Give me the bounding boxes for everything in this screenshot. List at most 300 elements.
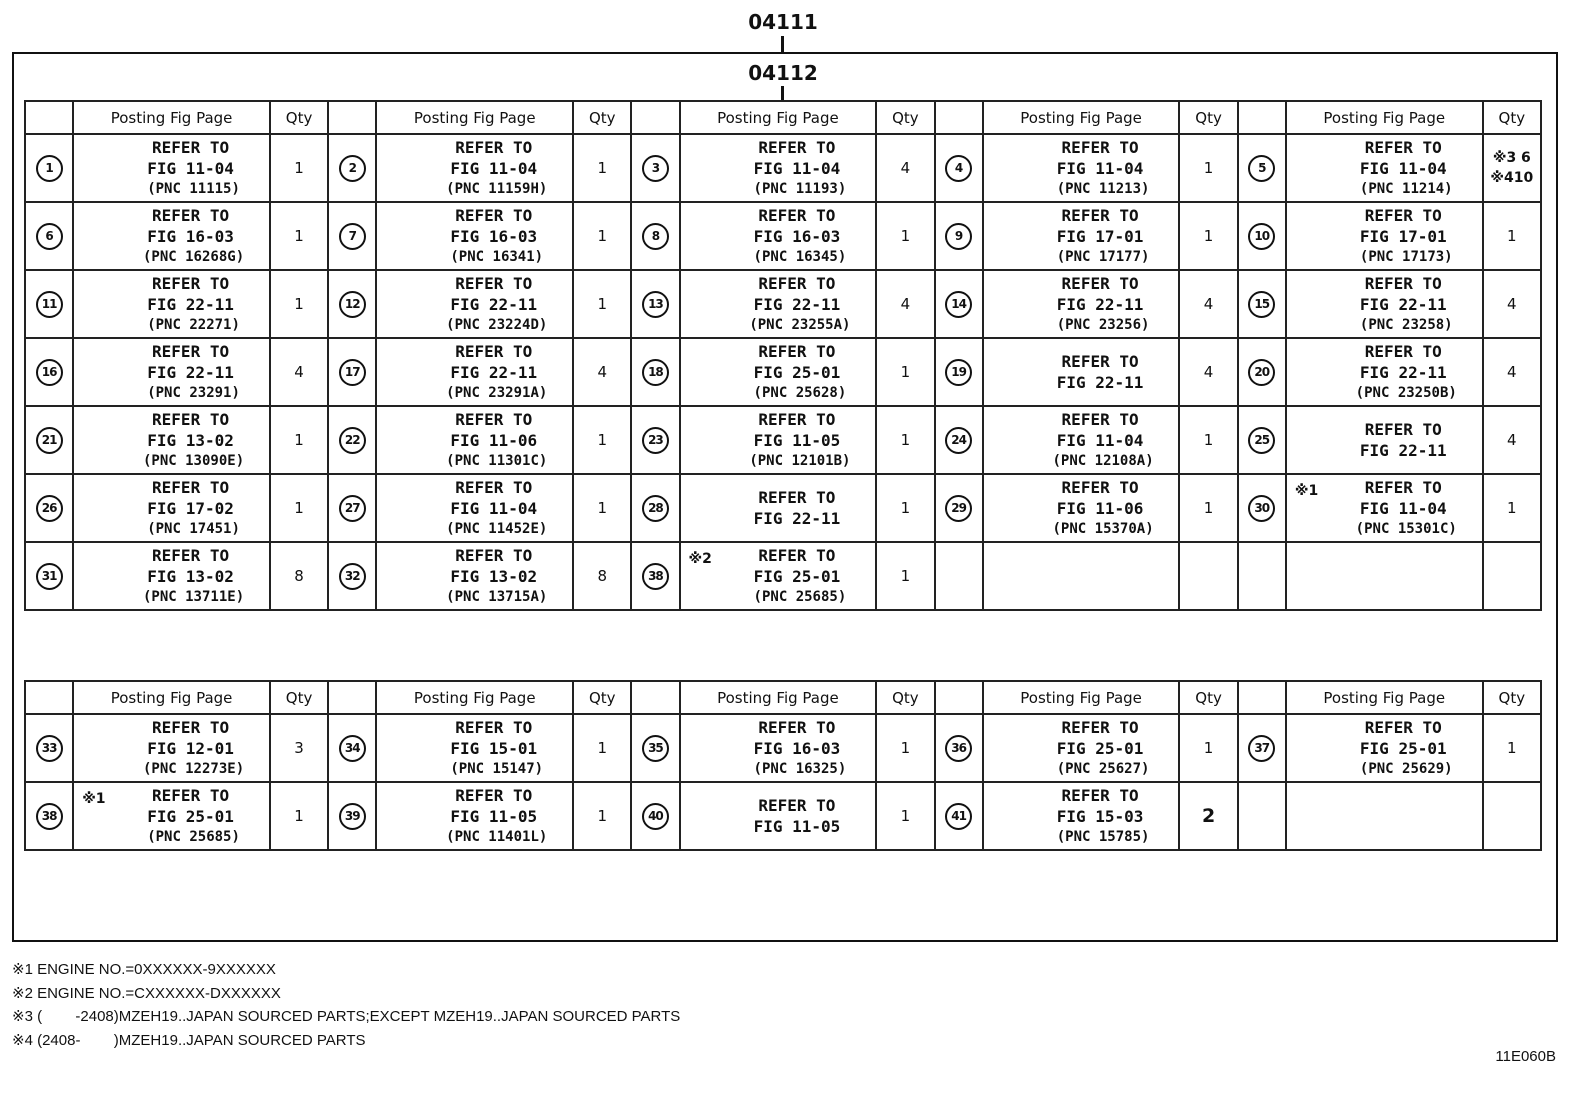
- callout-cell: [328, 338, 376, 406]
- header-blank: [328, 681, 376, 714]
- header-qty: Qty: [270, 101, 328, 134]
- fig-reference: FIG 22-11: [1056, 373, 1144, 392]
- fig-reference: FIG 25-01: [1056, 738, 1144, 758]
- qty-value: 1: [900, 363, 911, 381]
- parts-reference-table-1: [24, 100, 1542, 611]
- header-blank: [328, 101, 376, 134]
- qty-cell: [270, 542, 328, 610]
- reference-cell: [1286, 406, 1483, 474]
- table-row: [25, 474, 1541, 542]
- reference-cell: [680, 270, 877, 338]
- pnc-reference: (PNC 17177): [1056, 248, 1150, 265]
- table-row: [25, 134, 1541, 202]
- refer-to-text: REFER TO: [758, 341, 836, 361]
- figure-id: 11E060B: [1495, 1048, 1556, 1065]
- footnote: ※2 ENGINE NO.=CXXXXXX-DXXXXXX: [12, 984, 281, 1002]
- pnc-reference: (PNC 13090E): [142, 452, 245, 469]
- qty-cell: [270, 714, 328, 782]
- qty-cell: [1179, 542, 1237, 610]
- reference-cell: [376, 202, 573, 270]
- qty-cell: [876, 542, 934, 610]
- pnc-reference: (PNC 23250B): [1355, 384, 1457, 401]
- callout-number: 13: [642, 291, 669, 318]
- header-row: [25, 681, 1541, 714]
- reference-cell: [73, 202, 270, 270]
- header-qty: Qty: [573, 101, 631, 134]
- reference-cell: [73, 406, 270, 474]
- qty-value: 1: [294, 499, 304, 517]
- callout-cell: [935, 338, 983, 406]
- header-qty: Qty: [573, 681, 631, 714]
- pnc-reference: (PNC 12273E): [142, 760, 245, 777]
- fig-reference: FIG 22-11: [450, 294, 538, 314]
- header-posting-fig-page: Posting Fig Page: [1286, 681, 1483, 714]
- fig-reference: FIG 22-11: [147, 362, 234, 382]
- qty-value: 4: [900, 159, 911, 177]
- callout-number: 33: [36, 735, 63, 762]
- pnc-reference: (PNC 13715A): [446, 588, 548, 605]
- qty-cell: [876, 270, 934, 338]
- qty-value: 3: [294, 739, 304, 757]
- reference-cell: [680, 542, 877, 610]
- qty-conditional: ※3 6: [1492, 150, 1531, 166]
- callout-cell: [631, 338, 679, 406]
- table-row: [25, 782, 1541, 850]
- qty-value: 1: [900, 807, 911, 825]
- fig-reference: FIG 16-03: [450, 226, 538, 246]
- pnc-reference: (PNC 15301C): [1355, 520, 1457, 537]
- reference-cell: [1286, 270, 1483, 338]
- fig-reference: FIG 16-03: [753, 226, 841, 246]
- fig-reference: FIG 25-01: [1359, 738, 1447, 758]
- fig-reference: FIG 11-04: [753, 158, 841, 178]
- callout-cell: [1238, 202, 1286, 270]
- refer-to-text: REFER TO: [1061, 717, 1139, 737]
- qty-cell: [1179, 406, 1237, 474]
- qty-value: 1: [1203, 431, 1214, 449]
- pnc-reference: (PNC 16341): [450, 248, 544, 265]
- qty-cell: [573, 782, 631, 850]
- qty-cell: [1179, 202, 1237, 270]
- callout-number: 30: [1248, 495, 1275, 522]
- table-row: [25, 542, 1541, 610]
- callout-cell: [25, 474, 73, 542]
- pnc-reference: (PNC 16345): [753, 248, 847, 265]
- qty-cell: [573, 714, 631, 782]
- fig-reference: FIG 11-05: [450, 806, 538, 826]
- refer-to-text: REFER TO: [455, 545, 533, 565]
- pnc-reference: (PNC 22271): [147, 316, 240, 333]
- footnote-mark: ※1: [1294, 483, 1319, 499]
- pnc-reference: (PNC 25685): [753, 588, 847, 605]
- callout-number: 28: [642, 495, 669, 522]
- reference-cell: [376, 134, 573, 202]
- header-qty: Qty: [876, 101, 934, 134]
- qty-cell: [573, 338, 631, 406]
- qty-value: 1: [294, 227, 304, 245]
- reference-cell: [1286, 542, 1483, 610]
- header-posting-fig-page: Posting Fig Page: [680, 101, 877, 134]
- qty-cell: [270, 406, 328, 474]
- header-qty: Qty: [1483, 681, 1541, 714]
- callout-cell: [935, 134, 983, 202]
- fig-reference: FIG 22-11: [147, 294, 234, 314]
- refer-to-text: REFER TO: [152, 545, 230, 565]
- callout-number: 5: [1248, 155, 1275, 182]
- footnote-mark: ※2: [688, 551, 712, 567]
- qty-cell: [1483, 542, 1541, 610]
- header-posting-fig-page: Posting Fig Page: [73, 681, 270, 714]
- fig-reference: FIG 11-04: [450, 158, 538, 178]
- fig-reference: FIG 22-11: [1056, 294, 1144, 314]
- qty-value: 4: [1507, 363, 1517, 381]
- pnc-reference: (PNC 25629): [1359, 760, 1453, 777]
- qty-cell: [1179, 134, 1237, 202]
- refer-to-text: REFER TO: [455, 137, 533, 157]
- refer-to-text: REFER TO: [758, 545, 836, 565]
- fig-reference: FIG 11-04: [1359, 498, 1447, 518]
- pnc-reference: (PNC 17173): [1359, 248, 1453, 265]
- qty-value: 1: [900, 499, 911, 517]
- reference-cell: [73, 542, 270, 610]
- refer-to-text: REFER TO: [758, 273, 836, 293]
- callout-number: 32: [339, 563, 366, 590]
- reference-cell: [983, 338, 1180, 406]
- qty-cell: [573, 270, 631, 338]
- callout-cell: [631, 270, 679, 338]
- pnc-reference: (PNC 11401L): [446, 828, 548, 845]
- reference-cell: [1286, 338, 1483, 406]
- callout-number: 4: [945, 155, 972, 182]
- header-qty: Qty: [876, 681, 934, 714]
- callout-number: 25: [1248, 427, 1275, 454]
- header-blank: [25, 101, 73, 134]
- qty-value: 4: [294, 363, 304, 381]
- callout-cell: [25, 270, 73, 338]
- reference-cell: [680, 714, 877, 782]
- refer-to-text: REFER TO: [1364, 717, 1442, 737]
- callout-cell: [631, 474, 679, 542]
- qty-cell: [1179, 270, 1237, 338]
- refer-to-text: REFER TO: [758, 717, 836, 737]
- reference-cell: [983, 474, 1180, 542]
- callout-number: 1: [36, 155, 63, 182]
- fig-reference: FIG 16-03: [147, 226, 234, 246]
- qty-cell: [270, 202, 328, 270]
- fig-reference: FIG 15-03: [1056, 806, 1144, 826]
- group-code-inner: 04112: [748, 61, 818, 85]
- pnc-reference: (PNC 23256): [1056, 316, 1150, 333]
- qty-cell: [1483, 782, 1541, 850]
- callout-cell: [328, 474, 376, 542]
- callout-cell: [25, 782, 73, 850]
- callout-number: 38: [642, 563, 669, 590]
- header-blank: [935, 681, 983, 714]
- callout-number: 9: [945, 223, 972, 250]
- callout-cell: [1238, 782, 1286, 850]
- pnc-reference: (PNC 11301C): [446, 452, 548, 469]
- fig-reference: FIG 17-01: [1056, 226, 1144, 246]
- qty-cell: [573, 134, 631, 202]
- qty-value: 1: [597, 431, 607, 449]
- callout-number: 38: [36, 803, 63, 830]
- fig-reference: FIG 11-04: [1056, 158, 1144, 178]
- qty-value: 1: [597, 227, 607, 245]
- refer-to-text: REFER TO: [1061, 409, 1139, 429]
- fig-reference: FIG 17-01: [1359, 226, 1447, 246]
- connector-line-top: [781, 36, 784, 52]
- callout-number: 20: [1248, 359, 1275, 386]
- reference-cell: [73, 714, 270, 782]
- refer-to-text: REFER TO: [455, 409, 533, 429]
- callout-cell: [631, 782, 679, 850]
- refer-to-text: REFER TO: [1364, 273, 1442, 293]
- qty-cell: [1483, 202, 1541, 270]
- callout-cell: [328, 542, 376, 610]
- callout-cell: [328, 782, 376, 850]
- qty-cell: [270, 474, 328, 542]
- pnc-reference: (PNC 25627): [1056, 760, 1150, 777]
- qty-value: 1: [597, 807, 607, 825]
- pnc-reference: (PNC 11193): [753, 180, 847, 197]
- qty-cell: [270, 338, 328, 406]
- reference-cell: [73, 134, 270, 202]
- reference-cell: [376, 406, 573, 474]
- callout-cell: [631, 714, 679, 782]
- qty-cell: [1483, 270, 1541, 338]
- callout-cell: [1238, 406, 1286, 474]
- qty-cell: [876, 338, 934, 406]
- qty-cell: [270, 782, 328, 850]
- callout-number: 41: [945, 803, 972, 830]
- fig-reference: FIG 25-01: [753, 362, 841, 382]
- qty-value: 1: [1203, 227, 1214, 245]
- qty-cell: [876, 714, 934, 782]
- footnote: ※4 (2408- )MZEH19..JAPAN SOURCED PARTS: [12, 1031, 366, 1049]
- pnc-reference: (PNC 11214): [1359, 180, 1453, 197]
- qty-value: 1: [900, 567, 911, 585]
- fig-reference: FIG 22-11: [1359, 362, 1447, 382]
- pnc-reference: (PNC 23291A): [446, 384, 548, 401]
- pnc-reference: (PNC 15370A): [1052, 520, 1154, 537]
- header-posting-fig-page: Posting Fig Page: [1286, 101, 1483, 134]
- callout-number: 39: [339, 803, 366, 830]
- qty-conditional: ※410: [1490, 170, 1534, 186]
- reference-cell: [680, 338, 877, 406]
- qty-cell: [1483, 474, 1541, 542]
- qty-cell: [1179, 338, 1237, 406]
- qty-value: 1: [597, 295, 607, 313]
- refer-to-text: REFER TO: [1061, 477, 1139, 497]
- qty-value: 1: [294, 807, 304, 825]
- qty-value: 1: [1203, 499, 1214, 517]
- reference-cell: [680, 474, 877, 542]
- callout-number: 29: [945, 495, 972, 522]
- fig-reference: FIG 17-02: [147, 498, 234, 518]
- callout-cell: [328, 134, 376, 202]
- reference-cell: [680, 134, 877, 202]
- qty-cell: [876, 782, 934, 850]
- callout-number: 14: [945, 291, 972, 318]
- pnc-reference: (PNC 13711E): [142, 588, 245, 605]
- reference-cell: [983, 134, 1180, 202]
- header-blank: [631, 101, 679, 134]
- reference-cell: [73, 338, 270, 406]
- callout-number: 10: [1248, 223, 1275, 250]
- refer-to-text: REFER TO: [1364, 420, 1442, 439]
- qty-value: 4: [597, 363, 607, 381]
- fig-reference: FIG 11-04: [147, 158, 234, 178]
- header-blank: [1238, 681, 1286, 714]
- header-posting-fig-page: Posting Fig Page: [983, 681, 1180, 714]
- qty-value: 4: [900, 295, 911, 313]
- qty-cell: [1483, 134, 1541, 202]
- refer-to-text: REFER TO: [758, 488, 836, 507]
- connector-line-inner: [781, 86, 784, 100]
- callout-cell: [935, 406, 983, 474]
- callout-number: 6: [36, 223, 63, 250]
- pnc-reference: (PNC 16325): [753, 760, 847, 777]
- callout-cell: [328, 270, 376, 338]
- callout-cell: [25, 134, 73, 202]
- qty-value: 1: [900, 739, 911, 757]
- fig-reference: FIG 22-11: [753, 509, 841, 528]
- callout-cell: [631, 202, 679, 270]
- reference-cell: [73, 270, 270, 338]
- callout-number: 15: [1248, 291, 1275, 318]
- pnc-reference: (PNC 11159H): [446, 180, 548, 197]
- qty-cell: [573, 406, 631, 474]
- reference-cell: [376, 782, 573, 850]
- fig-reference: FIG 11-06: [450, 430, 538, 450]
- qty-value: 1: [597, 159, 607, 177]
- reference-cell: [73, 474, 270, 542]
- qty-cell: [876, 134, 934, 202]
- header-qty: Qty: [1483, 101, 1541, 134]
- reference-cell: [376, 542, 573, 610]
- group-code-top: 04111: [748, 10, 818, 34]
- qty-cell: [1179, 714, 1237, 782]
- reference-cell: [376, 270, 573, 338]
- refer-to-text: REFER TO: [455, 785, 533, 805]
- qty-cell: [1179, 782, 1237, 850]
- fig-reference: FIG 25-01: [147, 806, 234, 826]
- table-row: [25, 714, 1541, 782]
- qty-cell: [270, 270, 328, 338]
- callout-cell: [328, 406, 376, 474]
- table-row: [25, 338, 1541, 406]
- qty-value: 8: [294, 567, 304, 585]
- pnc-reference: (PNC 11115): [147, 180, 240, 197]
- pnc-reference: (PNC 23224D): [446, 316, 548, 333]
- refer-to-text: REFER TO: [455, 205, 533, 225]
- refer-to-text: REFER TO: [758, 205, 836, 225]
- table-row: [25, 202, 1541, 270]
- callout-number: 17: [339, 359, 366, 386]
- refer-to-text: REFER TO: [152, 717, 230, 737]
- callout-number: 19: [945, 359, 972, 386]
- reference-cell: [983, 542, 1180, 610]
- qty-cell: [573, 542, 631, 610]
- callout-cell: [631, 542, 679, 610]
- header-posting-fig-page: Posting Fig Page: [680, 681, 877, 714]
- qty-value: 1: [900, 431, 911, 449]
- pnc-reference: (PNC 23255A): [749, 316, 851, 333]
- callout-number: 27: [339, 495, 366, 522]
- refer-to-text: REFER TO: [152, 341, 230, 361]
- refer-to-text: REFER TO: [1364, 341, 1442, 361]
- header-qty: Qty: [1179, 681, 1237, 714]
- reference-cell: [376, 474, 573, 542]
- refer-to-text: REFER TO: [1364, 205, 1442, 225]
- fig-reference: FIG 22-11: [1359, 294, 1447, 314]
- pnc-reference: (PNC 23291): [147, 384, 240, 401]
- reference-cell: [1286, 474, 1483, 542]
- callout-cell: [1238, 542, 1286, 610]
- fig-reference: FIG 11-04: [450, 498, 538, 518]
- reference-cell: [983, 406, 1180, 474]
- refer-to-text: REFER TO: [758, 137, 836, 157]
- qty-cell: [1483, 338, 1541, 406]
- fig-reference: FIG 22-11: [450, 362, 538, 382]
- callout-cell: [935, 542, 983, 610]
- callout-cell: [1238, 714, 1286, 782]
- qty-value: 8: [597, 567, 607, 585]
- fig-reference: FIG 22-11: [1359, 441, 1447, 460]
- qty-value: 1: [1203, 739, 1214, 757]
- callout-number: 37: [1248, 735, 1275, 762]
- header-posting-fig-page: Posting Fig Page: [983, 101, 1180, 134]
- callout-cell: [25, 202, 73, 270]
- fig-reference: FIG 12-01: [147, 738, 234, 758]
- fig-reference: FIG 13-02: [147, 430, 234, 450]
- refer-to-text: REFER TO: [1364, 477, 1442, 497]
- fig-reference: FIG 11-05: [753, 430, 841, 450]
- fig-reference: FIG 13-02: [450, 566, 538, 586]
- reference-cell: [376, 338, 573, 406]
- qty-value: 4: [1507, 431, 1517, 449]
- reference-cell: [1286, 202, 1483, 270]
- pnc-reference: (PNC 11452E): [446, 520, 548, 537]
- fig-reference: FIG 11-04: [1359, 158, 1447, 178]
- reference-cell: [1286, 134, 1483, 202]
- refer-to-text: REFER TO: [152, 273, 230, 293]
- callout-number: 22: [339, 427, 366, 454]
- qty-cell: [270, 134, 328, 202]
- qty-value: 1: [900, 227, 911, 245]
- header-posting-fig-page: Posting Fig Page: [376, 681, 573, 714]
- refer-to-text: REFER TO: [758, 409, 836, 429]
- footnote-mark: ※1: [82, 791, 106, 807]
- pnc-reference: (PNC 25628): [753, 384, 847, 401]
- fig-reference: FIG 11-06: [1056, 498, 1144, 518]
- qty-value: 1: [294, 295, 304, 313]
- reference-cell: [983, 714, 1180, 782]
- qty-value: 4: [1203, 363, 1214, 381]
- qty-value: 2: [1201, 805, 1216, 827]
- qty-value: 1: [1507, 499, 1517, 517]
- footnotes: [12, 958, 680, 1052]
- qty-value: 4: [1507, 295, 1517, 313]
- callout-cell: [1238, 338, 1286, 406]
- qty-value: 4: [1203, 295, 1214, 313]
- refer-to-text: REFER TO: [1061, 785, 1139, 805]
- refer-to-text: REFER TO: [1061, 273, 1139, 293]
- qty-cell: [1179, 474, 1237, 542]
- pnc-reference: (PNC 11213): [1056, 180, 1150, 197]
- callout-cell: [1238, 474, 1286, 542]
- callout-cell: [935, 474, 983, 542]
